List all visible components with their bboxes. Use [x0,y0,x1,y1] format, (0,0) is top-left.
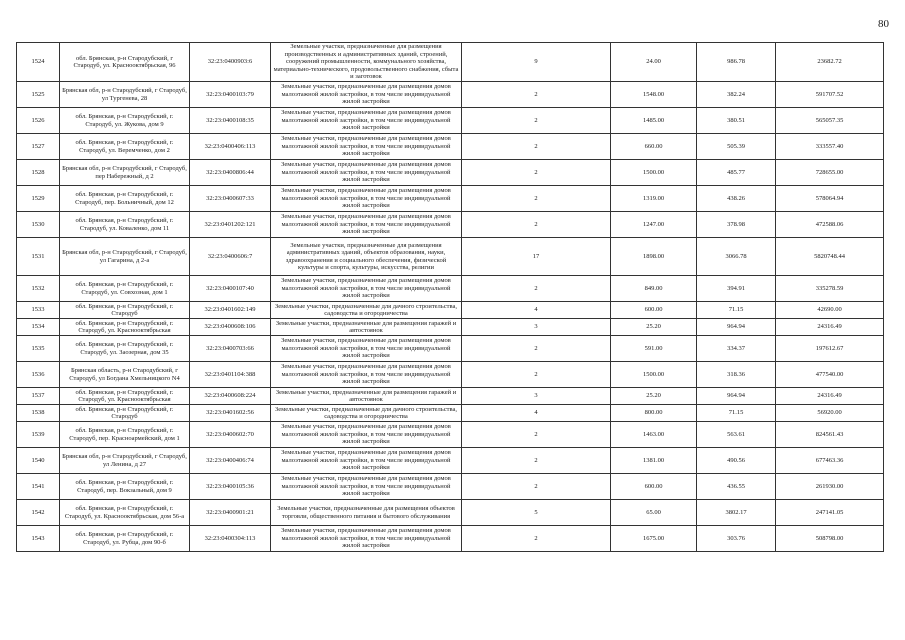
row-number-cell: 1543 [17,526,60,552]
cadastral-number-cell: 32:23:0400608:224 [190,388,271,405]
cadastral-value-cell: 24316.49 [776,388,884,405]
area-cell: 25.20 [611,319,697,336]
row-number-cell: 1536 [17,362,60,388]
table-row [17,500,884,526]
address-cell: Брянская обл, р-н Стародубский, г Стародуб, ул Тургенева, 28 [60,82,190,108]
area-cell: 1675.00 [611,526,697,552]
cadastral-number-cell: 32:23:0400304:113 [190,526,271,552]
permitted-use-cell: Земельные участки, предназначенные для размещения домов малоэтажной жилой застройки, в том числе индивидуальной жилой застройки [271,186,462,212]
specific-value-cell: 378.98 [697,212,776,238]
use-group-cell: 2 [462,82,611,108]
row-number-cell: 1541 [17,474,60,500]
table-row [17,43,884,82]
cadastral-number-cell: 32:23:0400606:7 [190,238,271,276]
row-number-cell: 1538 [17,405,60,422]
specific-value-cell: 394.91 [697,276,776,302]
address-cell: обл. Брянская, р-н Стародубский, г. Стародуб, пер. Красноармейский, дом 1 [60,422,190,448]
permitted-use-cell: Земельные участки, предназначенные для размещения домов малоэтажной жилой застройки, в том числе индивидуальной жилой застройки [271,82,462,108]
address-cell: обл. Брянская, р-н Стародубский, г. Стародуб, ул. Веремченко, дом 2 [60,134,190,160]
cadastral-value-cell: 824561.43 [776,422,884,448]
use-group-cell: 2 [462,336,611,362]
use-group-cell: 4 [462,302,611,319]
use-group-cell: 2 [462,422,611,448]
table-row [17,319,884,336]
cadastral-value-cell: 728655.00 [776,160,884,186]
row-number-cell: 1531 [17,238,60,276]
row-number-cell: 1529 [17,186,60,212]
permitted-use-cell: Земельные участки, предназначенные для размещения домов малоэтажной жилой застройки, в том числе индивидуальной жилой застройки [271,474,462,500]
cadastral-number-cell: 32:23:0400903:6 [190,43,271,82]
area-cell: 591.00 [611,336,697,362]
row-number-cell: 1526 [17,108,60,134]
use-group-cell: 3 [462,388,611,405]
cadastral-number-cell: 32:23:0401104:388 [190,362,271,388]
cadastral-value-cell: 5820748.44 [776,238,884,276]
address-cell: обл. Брянская, р-н Стародубский, г. Стародуб [60,405,190,422]
address-cell: обл. Брянская, р-н Стародубский, г. Стародуб, ул. Краснооктябрьская [60,388,190,405]
use-group-cell: 3 [462,319,611,336]
row-number-cell: 1527 [17,134,60,160]
specific-value-cell: 438.26 [697,186,776,212]
use-group-cell: 17 [462,238,611,276]
cadastral-number-cell: 32:23:0400806:44 [190,160,271,186]
specific-value-cell: 3066.78 [697,238,776,276]
cadastral-number-cell: 32:23:0400703:66 [190,336,271,362]
table-row [17,108,884,134]
address-cell: обл. Брянская, р-н Стародубский, г. Стародуб, ул. Заозерная, дом 35 [60,336,190,362]
specific-value-cell: 318.36 [697,362,776,388]
area-cell: 1548.00 [611,82,697,108]
table-row [17,276,884,302]
cadastral-value-cell: 197612.67 [776,336,884,362]
area-cell: 600.00 [611,474,697,500]
address-cell: обл. Брянская, р-н Стародубский, г Стародуб, ул. Краснооктябрьская, 96 [60,43,190,82]
permitted-use-cell: Земельные участки, предназначенные для размещения гаражей и автостоянок [271,319,462,336]
table-row [17,336,884,362]
address-cell: обл. Брянская, р-н Стародубский, г. Стародуб, пер. Больничный, дом 12 [60,186,190,212]
area-cell: 1381.00 [611,448,697,474]
permitted-use-cell: Земельные участки, предназначенные для размещения гаражей и автостоянок [271,388,462,405]
permitted-use-cell: Земельные участки, предназначенные для размещения домов малоэтажной жилой застройки, в том числе индивидуальной жилой застройки [271,526,462,552]
cadastral-number-cell: 32:23:0400602:70 [190,422,271,448]
area-cell: 1500.00 [611,160,697,186]
permitted-use-cell: Земельные участки, предназначенные для размещения домов малоэтажной жилой застройки, в том числе индивидуальной жилой застройки [271,422,462,448]
specific-value-cell: 303.76 [697,526,776,552]
use-group-cell: 2 [462,108,611,134]
cadastral-number-cell: 32:23:0400608:106 [190,319,271,336]
specific-value-cell: 436.55 [697,474,776,500]
address-cell: обл. Брянская, р-н Стародубский, г. Стародуб, ул. Рубца, дом 90-б [60,526,190,552]
table-row [17,422,884,448]
cadastral-number-cell: 32:23:0401602:149 [190,302,271,319]
address-cell: обл. Брянская, р-н Стародубский, г. Стародуб, ул. Краснооктябрьская, дом 56-а [60,500,190,526]
area-cell: 1319.00 [611,186,697,212]
page-number: 80 [878,18,889,30]
table-body [17,43,884,552]
table-row [17,362,884,388]
area-cell: 25.20 [611,388,697,405]
row-number-cell: 1537 [17,388,60,405]
specific-value-cell: 964.94 [697,388,776,405]
cadastral-number-cell: 32:23:0400103:79 [190,82,271,108]
table-row [17,405,884,422]
specific-value-cell: 380.51 [697,108,776,134]
permitted-use-cell: Земельные участки, предназначенные для дачного строительства, садоводства и огородничества [271,405,462,422]
cadastral-number-cell: 32:23:0400406:113 [190,134,271,160]
cadastral-value-cell: 477540.00 [776,362,884,388]
area-cell: 1463.00 [611,422,697,448]
area-cell: 1485.00 [611,108,697,134]
address-cell: обл. Брянская, р-н Стародубский, г. Стародуб, ул. Коваленко, дом 11 [60,212,190,238]
area-cell: 849.00 [611,276,697,302]
specific-value-cell: 71.15 [697,405,776,422]
row-number-cell: 1528 [17,160,60,186]
row-number-cell: 1533 [17,302,60,319]
permitted-use-cell: Земельные участки, предназначенные для размещения объектов торговли, общественного питания и бытового обслуживания [271,500,462,526]
permitted-use-cell: Земельные участки, предназначенные для размещения домов малоэтажной жилой застройки, в том числе индивидуальной жилой застройки [271,134,462,160]
row-number-cell: 1540 [17,448,60,474]
use-group-cell: 2 [462,474,611,500]
table-row [17,134,884,160]
area-cell: 1247.00 [611,212,697,238]
cadastral-value-cell: 56920.00 [776,405,884,422]
use-group-cell: 2 [462,186,611,212]
table-row [17,474,884,500]
area-cell: 660.00 [611,134,697,160]
use-group-cell: 9 [462,43,611,82]
area-cell: 1898.00 [611,238,697,276]
specific-value-cell: 485.77 [697,160,776,186]
row-number-cell: 1530 [17,212,60,238]
address-cell: обл. Брянская, р-н Стародубский, г. Стародуб, ул. Жукова, дом 9 [60,108,190,134]
use-group-cell: 2 [462,448,611,474]
cadastral-value-cell: 677463.36 [776,448,884,474]
permitted-use-cell: Земельные участки, предназначенные для размещения домов малоэтажной жилой застройки, в том числе индивидуальной жилой застройки [271,276,462,302]
table-row [17,160,884,186]
cadastral-value-cell: 335278.59 [776,276,884,302]
row-number-cell: 1542 [17,500,60,526]
cadastral-value-cell: 261930.00 [776,474,884,500]
area-cell: 600.00 [611,302,697,319]
specific-value-cell: 505.39 [697,134,776,160]
address-cell: обл. Брянская, р-н Стародубский, г. Стародуб, ул. Краснооктябрьская [60,319,190,336]
table-row [17,82,884,108]
permitted-use-cell: Земельные участки, предназначенные для размещения домов малоэтажной жилой застройки, в том числе индивидуальной жилой застройки [271,160,462,186]
row-number-cell: 1534 [17,319,60,336]
row-number-cell: 1539 [17,422,60,448]
cadastral-value-cell: 247141.05 [776,500,884,526]
row-number-cell: 1524 [17,43,60,82]
use-group-cell: 2 [462,212,611,238]
cadastral-number-cell: 32:23:0400607:33 [190,186,271,212]
cadastral-value-cell: 508798.00 [776,526,884,552]
cadastral-number-cell: 32:23:0401602:56 [190,405,271,422]
specific-value-cell: 563.61 [697,422,776,448]
cadastral-number-cell: 32:23:0400406:74 [190,448,271,474]
cadastral-value-cell: 591707.52 [776,82,884,108]
specific-value-cell: 490.56 [697,448,776,474]
cadastral-value-cell: 472588.06 [776,212,884,238]
cadastral-value-cell: 23682.72 [776,43,884,82]
use-group-cell: 4 [462,405,611,422]
permitted-use-cell: Земельные участки, предназначенные для размещения производственных и административных зданий, строений, сооружений промышленности, коммунального хозяйства, материально-технического, продовольственного снабжения, сбыта и заготовок [271,43,462,82]
address-cell: Брянская обл, р-н Стародубский, г Стародуб, ул Гагарина, д 2-а [60,238,190,276]
address-cell: Брянская обл, р-н Стародубский, г Стародуб, ул Ленина, д 27 [60,448,190,474]
permitted-use-cell: Земельные участки, предназначенные для размещения домов малоэтажной жилой застройки, в том числе индивидуальной жилой застройки [271,212,462,238]
use-group-cell: 2 [462,276,611,302]
cadastral-number-cell: 32:23:0400105:36 [190,474,271,500]
cadastral-number-cell: 32:23:0400108:35 [190,108,271,134]
cadastral-number-cell: 32:23:0400901:21 [190,500,271,526]
specific-value-cell: 382.24 [697,82,776,108]
specific-value-cell: 334.37 [697,336,776,362]
cadastral-value-cell: 42690.00 [776,302,884,319]
specific-value-cell: 964.94 [697,319,776,336]
use-group-cell: 2 [462,134,611,160]
row-number-cell: 1535 [17,336,60,362]
permitted-use-cell: Земельные участки, предназначенные для размещения домов малоэтажной жилой застройки, в том числе индивидуальной жилой застройки [271,336,462,362]
table-row [17,212,884,238]
cadastral-value-cell: 565057.35 [776,108,884,134]
table-row [17,186,884,212]
area-cell: 24.00 [611,43,697,82]
row-number-cell: 1532 [17,276,60,302]
permitted-use-cell: Земельные участки, предназначенные для размещения домов малоэтажной жилой застройки, в том числе индивидуальной жилой застройки [271,362,462,388]
use-group-cell: 2 [462,160,611,186]
cadastral-number-cell: 32:23:0401202:121 [190,212,271,238]
area-cell: 1500.00 [611,362,697,388]
cadastral-value-cell: 333557.40 [776,134,884,160]
use-group-cell: 2 [462,526,611,552]
address-cell: Брянская область, р-н Стародубский, г Стародуб, ул Богдана Хмельницкого N4 [60,362,190,388]
use-group-cell: 2 [462,362,611,388]
address-cell: обл. Брянская, р-н Стародубский, г. Стародуб, пер. Вокзальный, дом 9 [60,474,190,500]
table-row [17,526,884,552]
specific-value-cell: 71.15 [697,302,776,319]
table-row [17,388,884,405]
land-registry-table [16,42,884,552]
permitted-use-cell: Земельные участки, предназначенные для дачного строительства, садоводства и огородничества [271,302,462,319]
permitted-use-cell: Земельные участки, предназначенные для размещения домов малоэтажной жилой застройки, в том числе индивидуальной жилой застройки [271,448,462,474]
permitted-use-cell: Земельные участки, предназначенные для размещения домов малоэтажной жилой застройки, в том числе индивидуальной жилой застройки [271,108,462,134]
specific-value-cell: 3802.17 [697,500,776,526]
table-row [17,238,884,276]
area-cell: 800.00 [611,405,697,422]
cadastral-value-cell: 24316.49 [776,319,884,336]
table-row [17,448,884,474]
cadastral-value-cell: 578064.94 [776,186,884,212]
area-cell: 65.00 [611,500,697,526]
permitted-use-cell: Земельные участки, предназначенные для размещения административных зданий, объектов образования, науки, здравоохранения и социального обеспечения, физической культуры и спорта, культуры, искусства, религии [271,238,462,276]
use-group-cell: 5 [462,500,611,526]
cadastral-number-cell: 32:23:0400107:40 [190,276,271,302]
specific-value-cell: 986.78 [697,43,776,82]
address-cell: Брянская обл, р-н Стародубский, г Стародуб, пер Набережный, д 2 [60,160,190,186]
row-number-cell: 1525 [17,82,60,108]
address-cell: обл. Брянская, р-н Стародубский, г. Стародуб [60,302,190,319]
table-row [17,302,884,319]
address-cell: обл. Брянская, р-н Стародубский, г. Стародуб, ул. Совхозная, дом 1 [60,276,190,302]
